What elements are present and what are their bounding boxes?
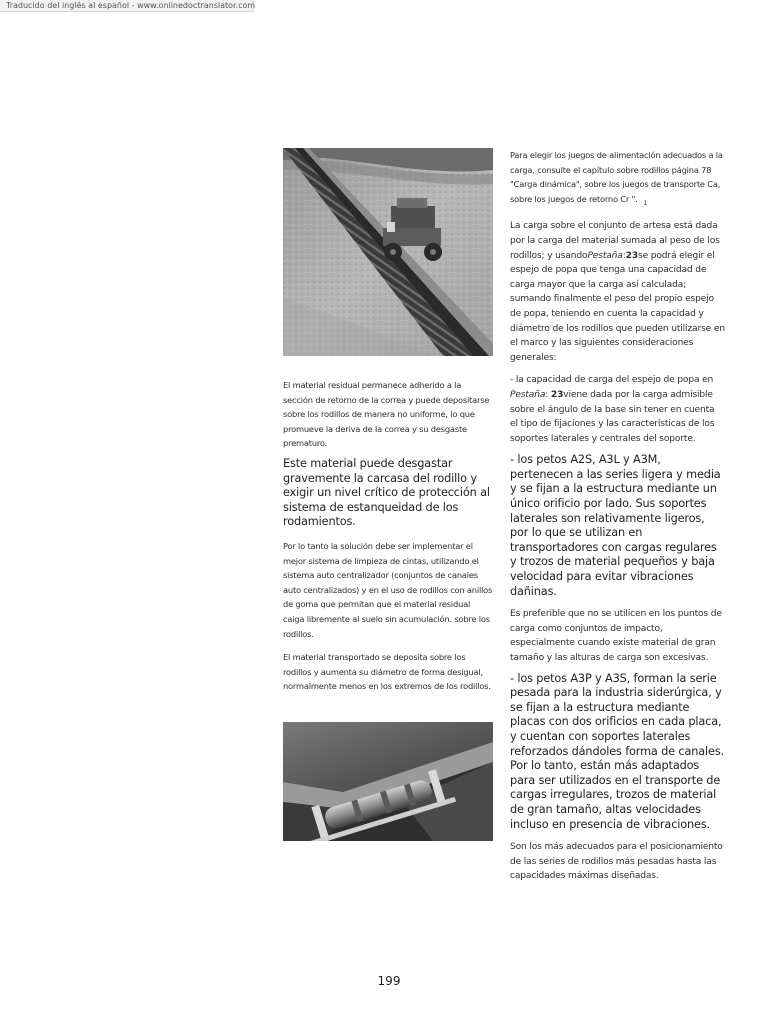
left-paragraph-transported: El material transportado se deposita sobre los rodillos y aumenta su diámetro de forma desigual, normalmente menos en los extremos de los rodillos. [283, 652, 491, 692]
right-paragraph-heaviest: Son los más adecuados para el posicionamiento de las series de rodillos más pesadas hasta las capacidades máximas diseñadas. [510, 842, 723, 882]
right-paragraph-light-series: - los petos A2S, A3L y A3M, pertenecen a las series ligera y media y se fijan a la estructura mediante un único orificio por lado. Sus soportes laterales son relativamente ligeros, por lo que se utilizan en transportadores con cargas regulares y trozos de material pequeños y baja velocidad para evitar vibraciones dañinas. [510, 453, 721, 598]
right-paragraph-heavy-series: - los petos A3P y A3S, forman la serie pesada para la industria siderúrgica, y se fijan a la estructura mediante placas con dos orificios en cada placa, y cuentan con soportes laterales reforzados dándoles forma de canales. Por lo tanto, están más adaptados para ser utilizados en el transporte de cargas irregulares, trozos de material de gran tamaño, altas velocidades incluso en presencia de vibraciones. [510, 671, 724, 831]
capacity-text-c: viene dada por la carga admisible sobre el ángulo de la base sin tener en cuenta el tipo de fijaciones y las características de los soportes laterales y centrales del soporte. [510, 389, 715, 444]
page-number: 199 [377, 974, 401, 988]
capacity-text-a: - la capacidad de carga del espejo de popa en [510, 375, 714, 386]
right-paragraph-load: La carga sobre el conjunto de artesa está dada por la carga del material sumada al peso de los rodillos; y usandoPestaña:23se podrá elegir el espejo de popa que tenga una capacidad de carga mayor que la carga así calculada; sumando finalmente el peso del propio espejo de popa, teniendo en cuenta la capacidad y diámetro de los rodillos que pueden utilizarse en el marco y las siguientes consideraciones generales: [510, 221, 725, 363]
banner-text: Traducido del inglés al español - www.onlinedoctranslator.com [6, 1, 256, 10]
capacity-tab-number: 23 [550, 389, 564, 400]
load-tab-number: 23 [625, 250, 638, 261]
left-column [283, 148, 493, 841]
roller-closeup-photo [283, 722, 493, 841]
conveyor-quarry-photo [283, 148, 493, 356]
right-column [510, 148, 725, 884]
footnote-marker: 1 [643, 199, 648, 207]
translator-banner[interactable] [0, 0, 254, 12]
right-paragraph-capacity: - la capacidad de carga del espejo de popa en Pestaña: 23viene dada por la carga admisible sobre el ángulo de la base sin tener en cuenta el tipo de fijaciones y las características de los soportes laterales y centrales del soporte. [510, 375, 715, 444]
right-paragraph-impact: Es preferible que no se utilicen en los puntos de carga como conjuntos de impacto, especialmente cuando existe material de gran tamaño y las alturas de carga son excesivas. [510, 609, 722, 663]
capacity-tab-italic: Pestaña [510, 389, 546, 400]
left-paragraph-wear: Este material puede desgastar gravemente la carcasa del rodillo y exigir un nivel crítico de protección al sistema de estanqueidad de los rodamientos. [283, 456, 490, 529]
right-paragraph-feed-sets [510, 148, 725, 211]
left-paragraph-residual: El material residual permanece adherido a la sección de retorno de la correa y puede depositarse sobre los rodillos de manera no uniforme, lo que promueve la deriva de la correa y su desgaste prematuro. [283, 380, 490, 449]
left-paragraph-solution: Por lo tanto la solución debe ser implementar el mejor sistema de limpieza de cintas, utilizando el sistema auto centralizador (conjuntos de canales auto centralizados) y en el uso de rodillos con anillos de goma que permitan que el material residual caiga libremente al suelo sin acumulación. sobre los rodillos. [283, 540, 493, 639]
load-text-a: La carga sobre el conjunto de artesa está dada por la carga del material sumada al peso de los rodillos; y usando [510, 221, 720, 261]
feed-sets-text: Para elegir los juegos de alimentación adecuados a la carga, consulte el capítulo sobre rodillos página 78 "Carga dinámica", sobre los juegos de transporte Ca, sobre los juegos de retorno Cr ". [510, 150, 723, 204]
load-tab-italic: Pestaña [587, 250, 623, 261]
load-text-c: se podrá elegir el espejo de popa que tenga una capacidad de carga mayor que la carga así calculada; sumando finalmente el peso del propio espejo de popa, teniendo en cuenta la capacidad y diámetro de los rodillos que pueden utilizarse en el marco y las siguientes consideraciones generales: [510, 250, 725, 363]
